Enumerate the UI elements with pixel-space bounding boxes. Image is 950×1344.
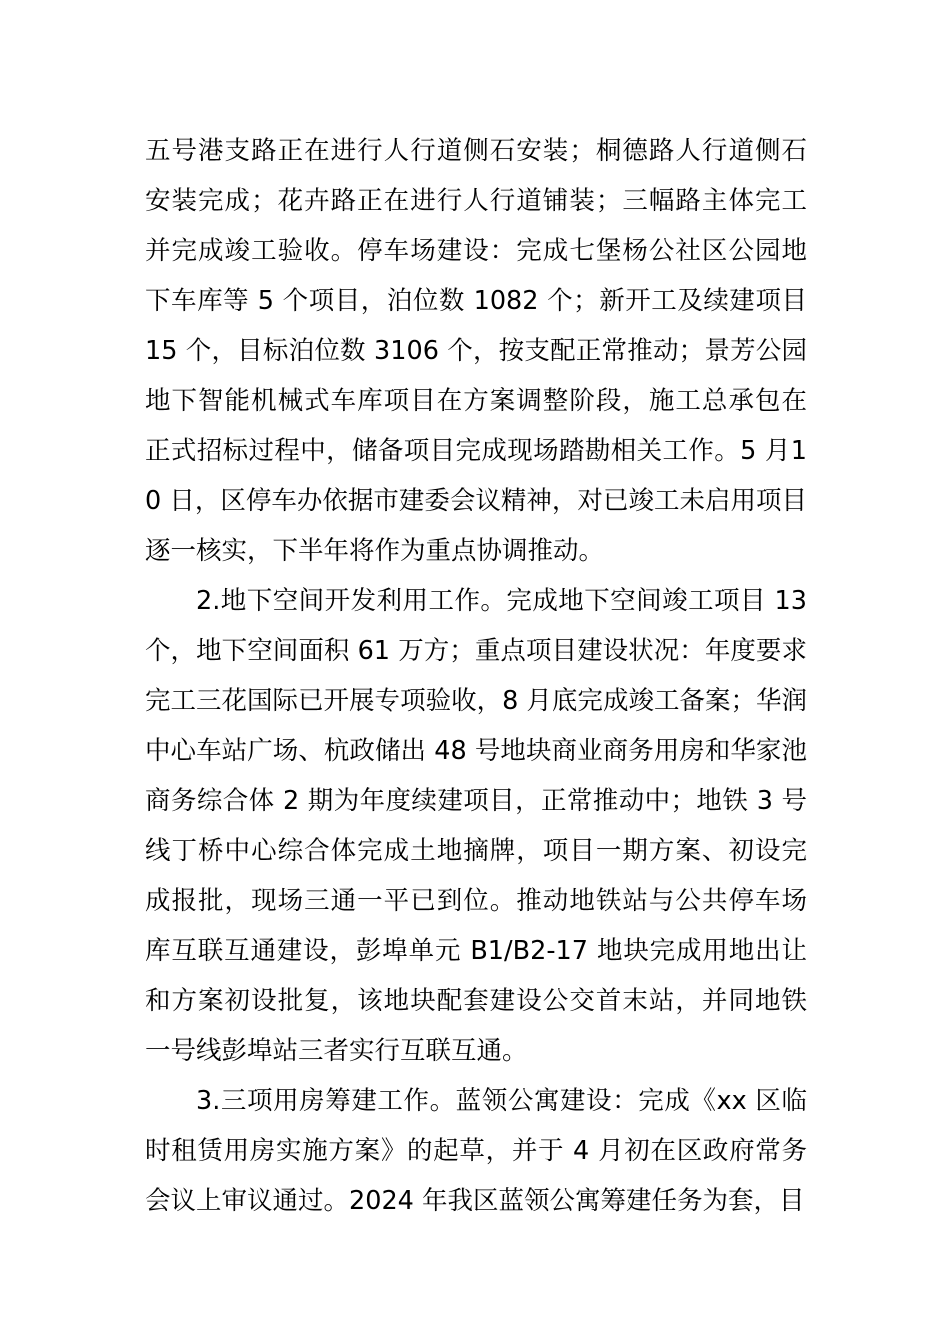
paragraph-road-parking: 五号港支路正在进行人行道侧石安装；桐德路人行道侧石安装完成；花卉路正在进行人行道铺装；三幅路主体完工并完成竣工验收。停车场建设：完成七堡杨公社区公园地下车库等 5 个项目，泊位数 1082 个；新开工及续建项目15 个，目标泊位数 3106 个，按支配正常推动；景芳公园地下智能机械式车库项目在方案调整阶段，施工总承包在正式招标过程中，储备项目完成现场踏勘相关工作。5 月10 日，区停车办依据市建委会议精神，对已竣工未启用项目逐一核实，下半年将作为重点协调推动。 xyxy=(145,136,807,566)
paragraph-underground-space: 2.地下空间开发利用工作。完成地下空间竣工项目 13个，地下空间面积 61 万方；重点项目建设状况：年度要求完工三花国际已开展专项验收，8 月底完成竣工备案；华润中心车站广场、杭政储出 48 号地块商业商务用房和华家池商务综合体 2 期为年度续建项目，正常推动中；地铁 3 号线丁桥中心综合体完成土地摘牌，项目一期方案、初设完成报批，现场三通一平已到位。推动地铁站与公共停车场库互联互通建设，彭埠单元 B1/B2-17 地块完成用地出让和方案初设批复，该地块配套建设公交首末站，并同地铁一号线彭埠站三者实行互联互通。 xyxy=(145,586,807,1066)
document-body xyxy=(145,126,807,1226)
paragraph-housing: 3.三项用房筹建工作。蓝领公寓建设：完成《xx 区临时租赁用房实施方案》的起草，并于 4 月初在区政府常务会议上审议通过。2024 年我区蓝领公寓筹建任务为套，目 xyxy=(145,1086,807,1216)
